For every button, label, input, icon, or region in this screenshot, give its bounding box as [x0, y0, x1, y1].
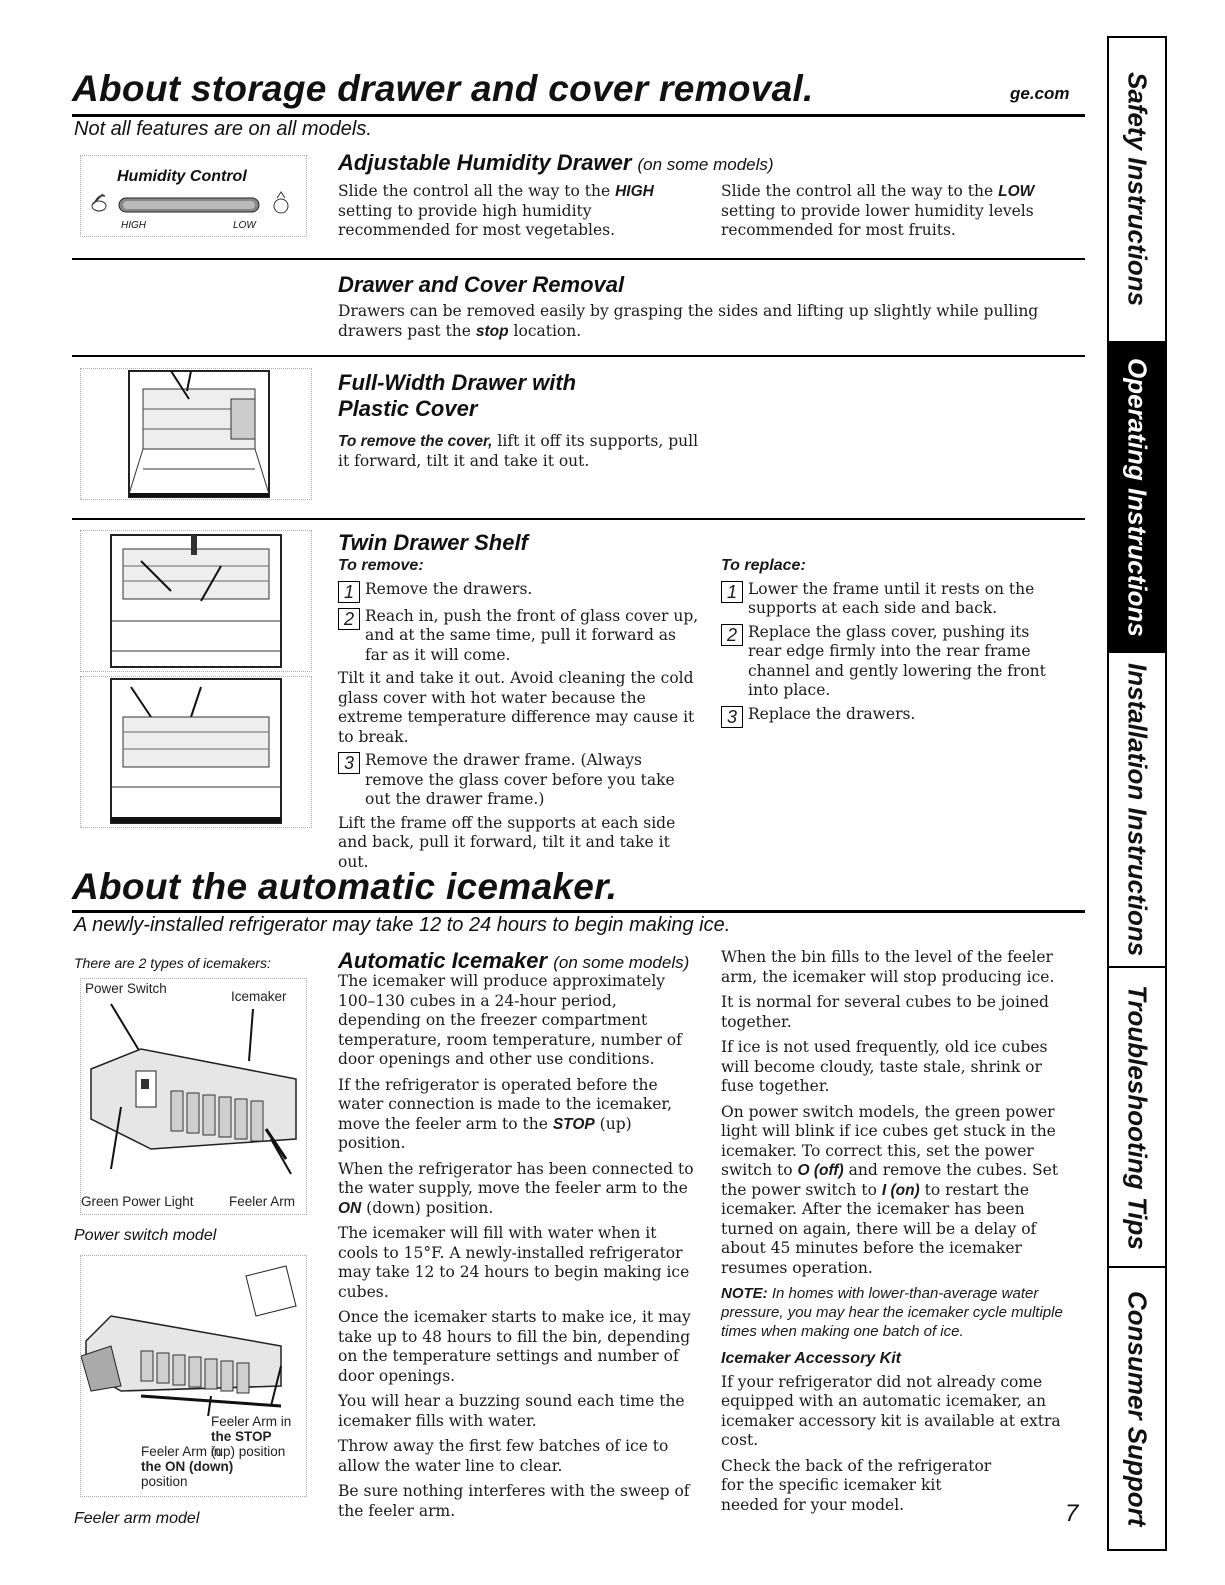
auto-icemaker-p2: [338, 1076, 698, 1154]
power-switch-label: Power Switch: [85, 981, 167, 996]
humidity-right-text: [721, 182, 1071, 241]
right-p2: It is normal for several cubes to be joined together.: [721, 993, 1049, 1031]
page-number: 7: [1065, 1500, 1079, 1527]
on-em: ON: [338, 1199, 362, 1217]
note-paragraph: [721, 1284, 1071, 1341]
icemaker-right-text: [721, 948, 1071, 1521]
full-width-drawer-figure: [80, 368, 312, 500]
tab-label: Installation Instructions: [1122, 662, 1153, 957]
twin-drawer-illustration-top: [81, 531, 311, 671]
humidity-left-post: setting to provide high humidity recommended for most vegetables.: [338, 201, 616, 239]
feeler-arm-icemaker-illustration: [81, 1256, 306, 1416]
fullwidth-remove-em: To remove the cover,: [338, 433, 493, 450]
fullwidth-heading-line2: Plastic Cover: [338, 396, 478, 421]
removal-text: [338, 302, 1078, 341]
auto-icemaker-text: [338, 972, 698, 1527]
off-em: O (off): [797, 1162, 844, 1179]
twin-remove-column: [338, 556, 703, 878]
fullwidth-heading: [338, 370, 576, 422]
kit-heading: Icemaker Accessory Kit: [721, 1350, 901, 1367]
p3-pre: When the refrigerator has been connected to the water supply, move the feeler arm to the: [338, 1159, 694, 1197]
feeler-on-line3: position: [141, 1474, 188, 1489]
auto-icemaker-p1: The icemaker will produce approximately 100–130 cubes in a 24-hour period, depending on the freezer compartment temperature, room temperature, number of door openings and other use conditions.: [338, 972, 682, 1068]
feeler-arm-caption: Feeler arm model: [74, 1510, 200, 1527]
tab-label: Operating Instructions: [1122, 357, 1153, 637]
humidity-heading-note: (on some models): [637, 155, 774, 174]
icemaker-types-label: There are 2 types of icemakers:: [74, 955, 271, 971]
twin-drawer-figure-top: [80, 530, 312, 672]
title-rule: [72, 114, 1085, 117]
power-switch-figure: [80, 978, 307, 1215]
twin-drawer-figure-bottom: [80, 676, 312, 828]
humidity-slider-icon: [81, 186, 306, 226]
page-title: About storage drawer and cover removal.: [72, 68, 814, 109]
side-tabs: [1107, 36, 1167, 1551]
tab-label: Troubleshooting Tips: [1122, 984, 1153, 1250]
twin-remove-step-3: [338, 751, 703, 810]
divider-3: [72, 518, 1085, 520]
kit-p1: If your refrigerator did not already come equipped with an automatic icemaker, an icemaker accessory kit is available at extra cost.: [721, 1372, 1061, 1449]
humidity-right-pre: Slide the control all the way to the: [721, 182, 999, 200]
removal-text-post: location.: [508, 321, 582, 340]
step-text: Remove the drawers.: [365, 579, 533, 598]
icemaker-title: About the automatic icemaker.: [72, 866, 618, 907]
twin-drawer-illustration-bottom: [81, 677, 311, 827]
fullwidth-text-post: lift it off its supports, pull it forward, tilt it and take it out.: [338, 432, 699, 470]
p4-post: to restart the icemaker. After the icemaker has been turned on again, there will be a delay of about 45 minutes before the icemaker resumes operation.: [721, 1180, 1037, 1277]
step-text: Lower the frame until it rests on the supports at each side and back.: [748, 579, 1035, 617]
p2-pre: If the refrigerator is operated before the water connection is made to the icemaker, move the feeler arm to the: [338, 1075, 673, 1133]
fullwidth-text: [338, 432, 708, 471]
humidity-heading-text: Adjustable Humidity Drawer: [338, 150, 632, 175]
right-p3: If ice is not used frequently, old ice cubes will become cloudy, taste stale, shrink or fuse together.: [721, 1038, 1048, 1095]
feeler-on-label: [141, 1444, 233, 1489]
step-number: 1: [721, 581, 743, 603]
p3-post: (down) position.: [361, 1198, 494, 1217]
twin-replace-step-1: [721, 580, 1066, 619]
p4-mid: and remove the cubes. Set the power switch to: [721, 1161, 1059, 1199]
auto-icemaker-p3: [338, 1160, 698, 1219]
humidity-high-label: HIGH: [121, 220, 146, 231]
icemaker-subtitle: A newly-installed refrigerator may take 12 to 24 hours to begin making ice.: [74, 914, 731, 936]
humidity-heading: [338, 150, 774, 178]
tab-installation-instructions[interactable]: [1109, 653, 1165, 968]
step-text: Replace the glass cover, pushing its rear edge firmly into the rear frame channel and gently lowering the front into place.: [748, 622, 1046, 699]
p2-post: (up) position.: [338, 1114, 632, 1152]
humidity-low-em: LOW: [998, 183, 1035, 200]
tab-safety-instructions[interactable]: [1109, 38, 1165, 343]
feeler-arm-figure: [80, 1255, 307, 1497]
right-p4: [721, 1103, 1071, 1279]
step-number: 1: [338, 581, 360, 603]
auto-icemaker-p8: Be sure nothing interferes with the sweep of the feeler arm.: [338, 1482, 690, 1520]
tab-troubleshooting-tips[interactable]: [1109, 968, 1165, 1268]
green-power-light-label: Green Power Light: [81, 1194, 194, 1209]
power-switch-caption: Power switch model: [74, 1227, 217, 1244]
tab-operating-instructions[interactable]: [1109, 343, 1165, 653]
twin-replace-step-2: [721, 623, 1066, 701]
twin-replace-column: [721, 556, 1066, 732]
feeler-stop-line2: the STOP: [211, 1429, 272, 1444]
feeler-stop-line1: Feeler Arm in: [211, 1414, 292, 1429]
note-label: NOTE:: [721, 1285, 768, 1302]
step-number: 2: [338, 608, 360, 630]
removal-heading: Drawer and Cover Removal: [338, 272, 625, 297]
removal-text-pre: Drawers can be removed easily by grasping the sides and lifting up slightly while pulling drawers past the: [338, 302, 1039, 340]
power-switch-icemaker-illustration: [81, 999, 306, 1189]
feeler-arm-label: Feeler Arm: [229, 1194, 296, 1209]
twin-replace-step-3: [721, 705, 1066, 728]
drawer-illustration: [81, 369, 311, 499]
humidity-right-post: setting to provide lower humidity levels recommended for most fruits.: [721, 201, 1034, 239]
auto-icemaker-p5: Once the icemaker starts to make ice, it may take up to 48 hours to fill the bin, depending on the temperature settings and number of door openings.: [338, 1308, 691, 1385]
tab-consumer-support[interactable]: [1109, 1268, 1165, 1549]
step-number: 3: [338, 752, 360, 774]
note-text: In homes with lower-than-average water pressure, you may hear the icemaker cycle multiple times when making one batch of ice.: [721, 1285, 1063, 1340]
auto-icemaker-p7: Throw away the first few batches of ice to allow the water line to clear.: [338, 1437, 669, 1475]
fullwidth-heading-line1: Full-Width Drawer with: [338, 370, 577, 395]
site-url: ge.com: [1010, 84, 1070, 103]
page-subtitle: Not all features are on all models.: [74, 118, 372, 140]
icemaker-label: Icemaker: [231, 989, 287, 1004]
twin-remove-note: Tilt it and take it out. Avoid cleaning the cold glass cover with hot water because the extreme temperature difference may cause it to break.: [338, 669, 695, 746]
step-text: Remove the drawer frame. (Always remove the glass cover before you take out the drawer frame.): [365, 751, 675, 808]
twin-remove-step-1: [338, 580, 703, 603]
humidity-high-em: HIGH: [615, 183, 654, 200]
humidity-figure-title: Humidity Control: [117, 168, 247, 185]
divider-2: [72, 355, 1085, 357]
auto-icemaker-p6: You will hear a buzzing sound each time the icemaker fills with water.: [338, 1392, 685, 1430]
feeler-on-line1: Feeler Arm in: [141, 1444, 222, 1459]
auto-icemaker-heading-note: (on some models): [553, 953, 690, 972]
feeler-stop-line3: (up) position: [211, 1444, 286, 1459]
icemaker-title-rule: [72, 910, 1085, 913]
twin-remove-label: To remove:: [338, 557, 424, 574]
humidity-control-figure: [80, 155, 307, 237]
p4-pre: On power switch models, the green power light will blink if ice cubes get stuck in the icemaker. To correct this, set the power switch to: [721, 1102, 1056, 1179]
twin-remove-note-2: Lift the frame off the supports at each side and back, pull it forward, tilt it and take it out.: [338, 813, 676, 871]
tab-label: Safety Instructions: [1122, 72, 1153, 307]
divider-1: [72, 258, 1085, 260]
tab-label: Consumer Support: [1122, 1290, 1153, 1527]
feeler-on-line2: the ON (down): [141, 1459, 234, 1474]
auto-icemaker-heading-text: Automatic Icemaker: [338, 948, 548, 973]
step-number: 3: [721, 706, 743, 728]
stop-em: STOP: [552, 1115, 595, 1133]
twin-remove-step-2: [338, 607, 703, 666]
humidity-left-pre: Slide the control all the way to the: [338, 182, 616, 200]
auto-icemaker-p4: The icemaker will fill with water when it cools to 15°F. A newly-installed refrigerator may take 12 to 24 hours to begin making ice cubes.: [338, 1224, 690, 1301]
twin-replace-label: To replace:: [721, 557, 806, 574]
on-switch-em: I (on): [881, 1181, 920, 1199]
twin-heading: Twin Drawer Shelf: [338, 530, 528, 555]
kit-p2: Check the back of the refrigerator for the specific icemaker kit needed for your model.: [721, 1456, 992, 1514]
step-text: Reach in, push the front of glass cover up, and at the same time, pull it forward as far as it will come.: [365, 606, 699, 664]
humidity-low-label: LOW: [233, 220, 256, 231]
removal-stop-em: stop: [475, 322, 509, 340]
step-number: 2: [721, 624, 743, 646]
step-text: Replace the drawers.: [748, 704, 916, 723]
right-p1: When the bin fills to the level of the feeler arm, the icemaker will stop producing ice.: [721, 948, 1055, 986]
humidity-left-text: [338, 182, 698, 241]
